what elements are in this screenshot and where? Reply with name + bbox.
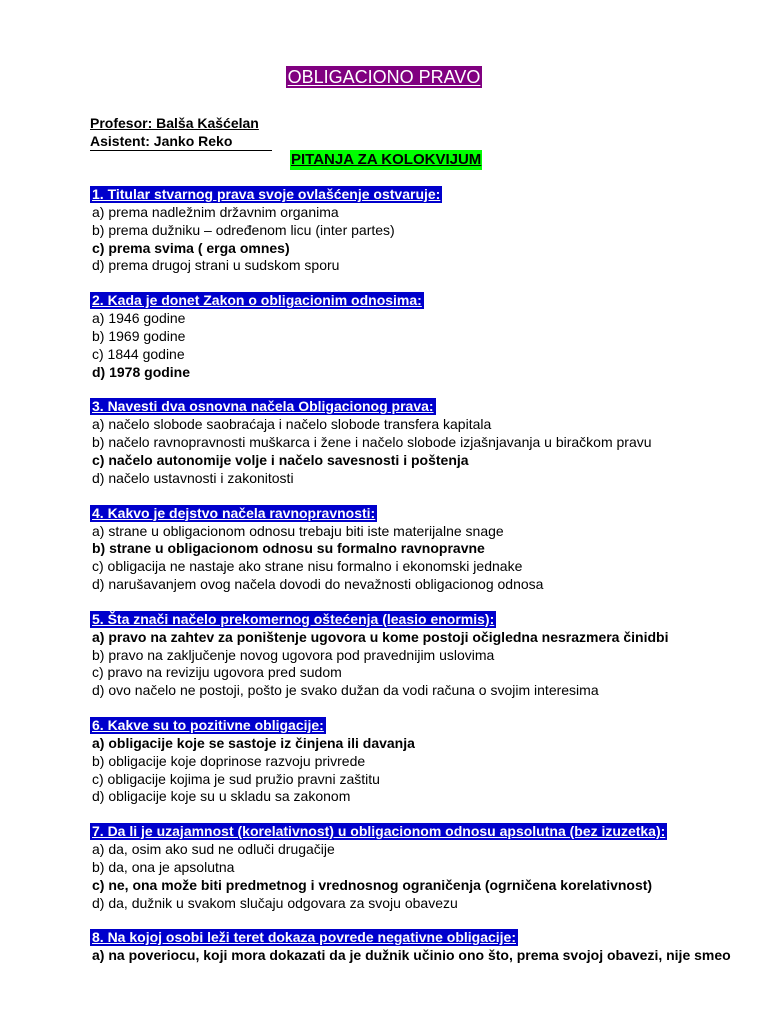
subtitle-wrap [290, 150, 482, 170]
answer-option: d) ovo načelo ne postoji, pošto je svako dužan da vodi računa o svojim interesima [92, 682, 599, 699]
answer-option: b) načelo ravnopravnosti muškarca i žene i načelo slobode izjašnjavanja u biračkom pravu [92, 434, 652, 451]
answer-option-correct: b) strane u obligacionom odnosu su formalno ravnopravne [92, 540, 485, 557]
answer-option: c) pravo na reviziju ugovora pred sudom [92, 664, 342, 681]
title-wrap [0, 66, 768, 88]
question-block [90, 398, 760, 487]
question-block [90, 929, 760, 965]
question-list [90, 186, 760, 982]
answer-option: d) prema drugoj strani u sudskom sporu [92, 257, 340, 274]
question-heading: 8. Na kojoj osobi leži teret dokaza povrede negativne obligacije: [92, 929, 516, 946]
answer-option-correct: a) obligacije koje se sastoje iz činjena ili davanja [92, 734, 415, 751]
answer-option: c) 1844 godine [92, 345, 185, 362]
answer-option: a) prema nadležnim državnim organima [92, 204, 339, 220]
question-heading: 6. Kakve su to pozitivne obligacije: [92, 716, 324, 733]
question-block [90, 823, 760, 912]
answer-option: b) 1969 godine [92, 327, 186, 344]
question-block [90, 611, 760, 700]
answer-option: a) 1946 godine [92, 310, 186, 327]
question-heading: 2. Kada je donet Zakon o obligacionim odnosima: [92, 292, 422, 309]
question-block [90, 186, 760, 275]
answer-option: c) obligacija ne nastaje ako strane nisu formalno i ekonomski jednake [92, 558, 523, 575]
staff-info [90, 114, 272, 151]
answer-option: d) načelo ustavnosti i zakonitosti [92, 469, 294, 486]
answer-option: b) obligacije koje doprinose razvoju privrede [92, 752, 366, 769]
answer-option: a) načelo slobode saobraćaja i načelo slobode transfera kapitala [92, 416, 492, 433]
question-heading: 5. Šta znači načelo prekomernog oštećenja (leasio enormis): [92, 610, 495, 627]
answer-option: d) da, dužnik u svakom slučaju odgovara za svoju obavezu [92, 894, 458, 911]
answer-option-correct: a) pravo na zahtev za poništenje ugovora u kome postoji očigledna nesrazmera činidbi [92, 628, 669, 645]
question-heading: 3. Navesti dva osnovna načela Obligacionog prava: [92, 398, 434, 415]
answer-option-correct: d) 1978 godine [92, 363, 191, 380]
answer-option: d) narušavanjem ovog načela dovodi do nevažnosti obligacionog odnosa [92, 575, 544, 592]
answer-option: c) obligacije kojima je sud pružio pravni zaštitu [92, 770, 380, 787]
question-heading: 7. Da li je uzajamnost (korelativnost) u obligacionom odnosu apsolutna (bez izuzetka): [92, 823, 666, 840]
question-block [90, 505, 760, 594]
answer-option: a) strane u obligacionom odnosu trebaju biti iste materijalne snage [92, 522, 504, 539]
answer-option-correct: a) na poveriocu, koji mora dokazati da je dužnik učinio ono što, prema svojoj obavezi, nije smeo [92, 947, 731, 964]
document-title: OBLIGACIONO PRAVO [287, 67, 481, 87]
question-heading: 4. Kakvo je dejstvo načela ravnopravnosti: [92, 504, 376, 521]
question-heading: 1. Titular stvarnog prava svoje ovlašćenje ostvaruje: [92, 186, 441, 202]
professor-line: Profesor: Balša Kašćelan [90, 115, 259, 131]
answer-option: a) da, osim ako sud ne odluči drugačije [92, 841, 335, 858]
answer-option-correct: c) načelo autonomije volje i načelo savesnosti i poštenja [92, 451, 469, 468]
answer-option-correct: c) prema svima ( erga omnes) [92, 239, 290, 256]
answer-option: b) prema dužniku – određenom licu (inter partes) [92, 221, 395, 238]
assistant-line: Asistent: Janko Reko [90, 132, 272, 151]
question-block [90, 292, 760, 381]
answer-option: b) da, ona je apsolutna [92, 858, 235, 875]
answer-option-correct: c) ne, ona može biti predmetnog i vrednosnog ograničenja (ogrničena korelativnost) [92, 876, 653, 893]
document-subtitle: PITANJA ZA KOLOKVIJUM [291, 151, 482, 168]
answer-option: d) obligacije koje su u skladu sa zakonom [92, 788, 351, 805]
question-block [90, 717, 760, 806]
answer-option: b) pravo na zaključenje novog ugovora pod pravednijim uslovima [92, 646, 495, 663]
